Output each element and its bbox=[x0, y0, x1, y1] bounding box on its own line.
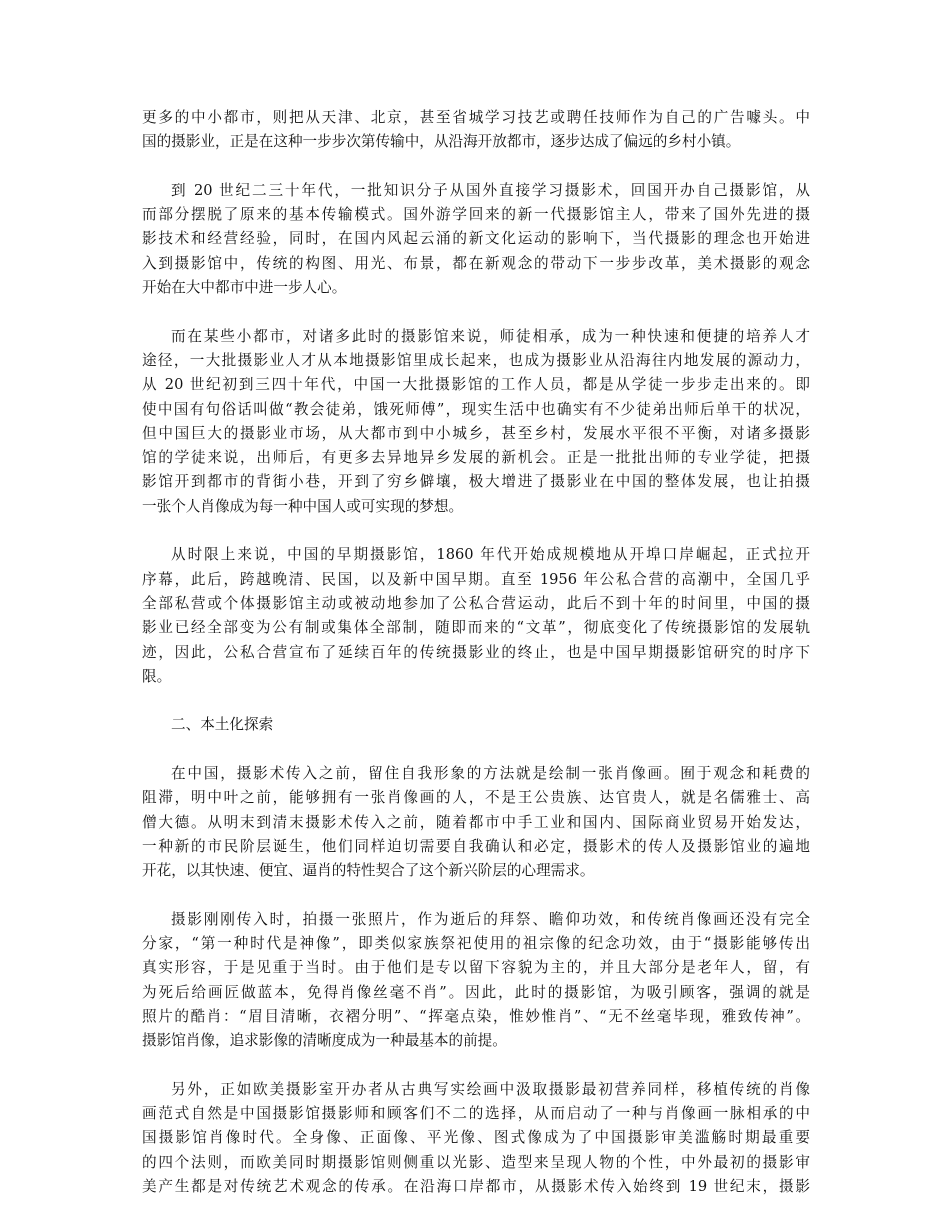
text-line: 摄影刚刚传入时，拍摄一张照片，作为逝后的拜祭、瞻仰功效，和传统肖像画还没有完全 bbox=[171, 910, 810, 928]
text-line: 另外，正如欧美摄影室开办者从古典写实绘画中汲取摄影最初营养同样，移植传统的肖像 bbox=[171, 1080, 810, 1098]
paragraph bbox=[142, 908, 810, 1054]
text-line: 限。 bbox=[142, 667, 172, 685]
text-line: 的四个法则，而欧美同时期摄影馆则侧重以光影、造型来呈现人物的个性，中外最初的摄影审 bbox=[142, 1153, 810, 1171]
text-line: 一张个人肖像成为每一种中国人或可实现的梦想。 bbox=[142, 497, 464, 515]
text-line: 在中国，摄影术传入之前，留住自我形象的方法就是绘制一张肖像画。囿于观念和耗费的 bbox=[171, 765, 810, 783]
text-line: 摄影馆肖像，追求影像的清晰度成为一种最基本的前提。 bbox=[142, 1032, 507, 1050]
text-line: 影馆开到都市的背街小巷，开到了穷乡僻壤，极大增进了摄影业在中国的整体发展，也让拍摄 bbox=[142, 473, 810, 491]
paragraph bbox=[142, 1078, 810, 1199]
text-line: 分家，“第一种时代是神像”，即类似家族祭祀使用的祖宗像的纪念功效，由于“摄影能够传出 bbox=[142, 935, 810, 953]
text-line: 影技术和经营经验，同时，在国内风起云涌的新文化运动的影响下，当代摄影的理念也开始进 bbox=[142, 230, 810, 248]
paragraph bbox=[142, 762, 810, 883]
text-line: 照片的酷肖：“眉目清晰，衣褶分明”、“挥毫点染，惟妙惟肖”、“无不丝毫毕现，雅致传神”。 bbox=[142, 1007, 810, 1025]
text-line: 为死后给画匠做蓝本，免得肖像丝毫不肖”。因此，此时的摄影馆，为吸引顾客，强调的就是 bbox=[142, 983, 810, 1001]
paragraph bbox=[142, 179, 810, 300]
text-line: 馆的学徒来说，出师后，有更多去异地异乡发展的新机会。正是一批批出师的专业学徒，把摄 bbox=[142, 449, 810, 467]
text-line: 开始在大中都市中进一步人心。 bbox=[142, 279, 347, 297]
text-line: 更多的中小都市，则把从天津、北京，甚至省城学习技艺或聘任技师作为自己的广告噱头。中 bbox=[142, 109, 810, 126]
text-line: 僧大德。从明末到清末摄影术传入之前，随着都市中手工业和国内、国际商业贸易开始发达， bbox=[142, 813, 810, 831]
text-line: 而部分摆脱了原来的基本传输模式。国外游学回来的新一代摄影馆主人，带来了国外先进的摄 bbox=[142, 206, 810, 224]
text-line: 入到摄影馆中，传统的构图、用光、布景，都在新观念的带动下一步步改革，美术摄影的观念 bbox=[142, 254, 810, 272]
text-line: 到 20 世纪二三十年代，一批知识分子从国外直接学习摄影术，回国开办自己摄影馆，从 bbox=[171, 181, 810, 199]
text-line: 国摄影馆肖像时代。全身像、正面像、平光像、图式像成为了中国摄影审美滥觞时期最重要 bbox=[142, 1129, 810, 1147]
section-heading-text: 二、本土化探索 bbox=[171, 716, 274, 734]
paragraph bbox=[142, 543, 810, 689]
text-line: 国的摄影业，正是在这种一步步次第传输中，从沿海开放都市，逐步达成了偏远的乡村小镇。 bbox=[142, 133, 741, 151]
document-body bbox=[142, 106, 810, 1224]
text-line: 真实形容，于是见重于当时。由于他们是专以留下容貌为主的，并且大部分是老年人，留，有 bbox=[142, 959, 810, 977]
text-line: 迹，因此，公私合营宣布了延续百年的传统摄影业的终止，也是中国早期摄影馆研究的时序下 bbox=[142, 643, 810, 661]
text-line: 影业已经全部变为公有制或集体全部制，随即而来的“文革”，彻底变化了传统摄影馆的发展轨 bbox=[142, 619, 810, 637]
text-line: 开花，以其快速、便宜、逼肖的特性契合了这个新兴阶层的心理需求。 bbox=[142, 862, 595, 880]
text-line: 而在某些小都市，对诸多此时的摄影馆来说，师徒相承，成为一种快速和便捷的培养人才 bbox=[171, 327, 810, 345]
text-line: 途径，一大批摄影业人才从本地摄影馆里成长起来，也成为摄影业从沿海往内地发展的源动力， bbox=[142, 351, 810, 369]
text-line: 序幕，此后，跨越晚清、民国，以及新中国早期。直至 1956 年公私合营的高潮中，全国几乎 bbox=[142, 570, 810, 588]
text-line: 美产生都是对传统艺术观念的传承。在沿海口岸都市，从摄影术传入始终到 19 世纪末，摄影 bbox=[142, 1178, 810, 1196]
text-line: 从 20 世纪初到三四十年代，中国一大批摄影馆的工作人员，都是从学徒一步步走出来的。即 bbox=[142, 376, 810, 394]
text-line: 但中国巨大的摄影业市场，从大都市到中小城乡，甚至乡村，发展水平很不平衡，对诸多摄影 bbox=[142, 424, 810, 442]
text-line: 从时限上来说，中国的早期摄影馆，1860 年代开始成规模地从开埠口岸崛起，正式拉开 bbox=[171, 546, 810, 564]
text-line: 阻滞，明中叶之前，能够拥有一张肖像画的人，不是王公贵族、达官贵人，就是名儒雅士、高 bbox=[142, 789, 810, 807]
text-line: 画范式自然是中国摄影馆摄影师和顾客们不二的选择，从而启动了一种与肖像画一脉相承的中 bbox=[142, 1105, 810, 1123]
text-line: 全部私营或个体摄影馆主动或被动地参加了公私合营运动，此后不到十年的时间里，中国的摄 bbox=[142, 594, 810, 612]
text-line: 一种新的市民阶层诞生，他们同样迫切需要自我确认和必定，摄影术的传人及摄影馆业的遍地 bbox=[142, 837, 810, 855]
paragraph bbox=[142, 106, 810, 155]
section-heading bbox=[142, 713, 810, 737]
text-line: 使中国有句俗话叫做“教会徒弟，饿死师傅”，现实生活中也确实有不少徒弟出师后单干的状况， bbox=[142, 400, 810, 418]
paragraph bbox=[142, 325, 810, 519]
